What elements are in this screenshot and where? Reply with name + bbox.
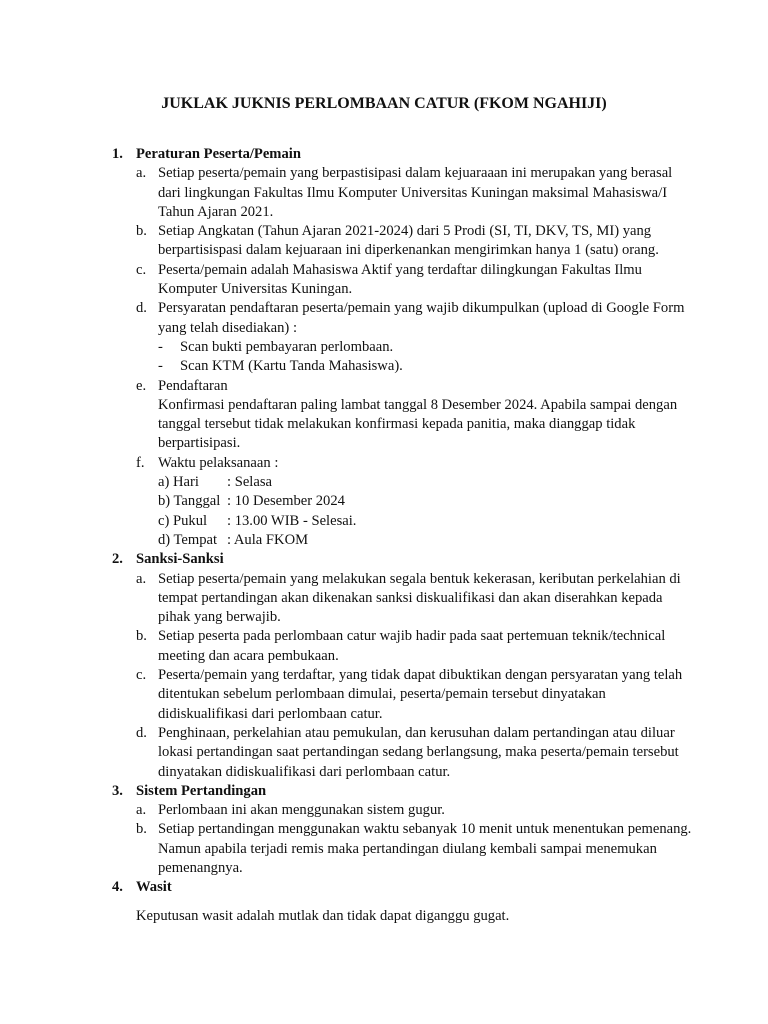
schedule-label: c) Pukul	[158, 512, 208, 529]
item-text: Perlombaan ini akan menggunakan sistem gugur.	[158, 802, 445, 819]
item-heading: Waktu pelaksanaan :	[158, 454, 279, 471]
schedule-row	[158, 512, 692, 531]
list-item	[136, 222, 692, 261]
sub-list-item	[158, 357, 692, 376]
dash-bullet: -	[158, 338, 163, 355]
section-text: Keputusan wasit adalah mutlak dan tidak dapat diganggu gugat.	[136, 907, 510, 924]
item-text: Setiap peserta/pemain yang berpastisipasi dalam kejuaraaan ini merupakan yang berasal dari lingkungan Fakultas Ilmu Komputer Universitas Kuningan maksimal Mahasiswa/I Tahun Ajaran 2021.	[158, 165, 673, 220]
list-item	[136, 820, 692, 878]
schedule-value: : Selasa	[227, 474, 272, 491]
sub-item-text: Scan bukti pembayaran perlombaan.	[180, 338, 394, 355]
list-item	[136, 724, 692, 782]
section-wasit	[112, 878, 692, 926]
schedule-value: : 10 Desember 2024	[227, 493, 345, 510]
section-title: Sanksi-Sanksi	[136, 551, 224, 568]
schedule-value: : 13.00 WIB - Selesai.	[227, 512, 357, 529]
item-letter: a.	[136, 165, 147, 182]
item-text: Peserta/pemain yang terdaftar, yang tidak dapat dibuktikan dengan persyaratan yang telah ditentukan sebelum perlombaan dimulai, peserta/pemain tersebut dinyatakan didiskualifikasi dari perlombaan catur.	[158, 667, 683, 722]
section-number: 3.	[112, 782, 123, 799]
item-letter: a.	[136, 802, 147, 819]
schedule-label: d) Tempat	[158, 531, 218, 548]
section-number: 4.	[112, 879, 123, 896]
schedule-row	[158, 473, 692, 492]
item-text: Setiap peserta pada perlombaan catur wajib hadir pada saat pertemuan teknik/technical meeting dan acara pembukaan.	[158, 628, 666, 664]
list-item	[136, 666, 692, 724]
item-text: Setiap pertandingan menggunakan waktu sebanyak 10 menit untuk menentukan pemenang. Namun apabila terjadi remis maka pertandingan diulang kembali sampai menemukan pemenangnya.	[158, 821, 692, 876]
item-letter: d.	[136, 724, 147, 741]
section-title: Wasit	[136, 879, 172, 896]
item-text: Konfirmasi pendaftaran paling lambat tanggal 8 Desember 2024. Apabila sampai dengan tanggal tersebut tidak melakukan konfirmasi kepada panitia, maka dianggap tidak berpartisipasi.	[158, 396, 678, 452]
list-item	[136, 164, 692, 222]
item-letter: e.	[136, 377, 147, 394]
item-letter: b.	[136, 628, 147, 645]
section-number: 2.	[112, 551, 123, 568]
list-item	[136, 627, 692, 666]
schedule-row	[158, 492, 692, 511]
sub-list-item	[158, 338, 692, 357]
list-item	[136, 570, 692, 628]
document-body	[112, 145, 692, 926]
item-letter: b.	[136, 223, 147, 240]
section-sistem-pertandingan	[112, 782, 692, 878]
section-number: 1.	[112, 146, 123, 162]
document-title: JUKLAK JUKNIS PERLOMBAAN CATUR (FKOM NGAHIJI)	[161, 95, 607, 112]
list-item	[136, 299, 692, 376]
list-item	[136, 454, 692, 550]
item-letter: c.	[136, 667, 147, 684]
list-item	[136, 261, 692, 300]
item-text: Persyaratan pendaftaran peserta/pemain yang wajib dikumpulkan (upload di Google Form yang telah disediakan) :	[158, 300, 685, 336]
list-item	[136, 377, 692, 454]
section-title: Peraturan Peserta/Pemain	[136, 146, 301, 162]
dash-bullet: -	[158, 358, 163, 375]
item-letter: a.	[136, 570, 147, 587]
item-letter: d.	[136, 300, 147, 317]
item-letter: f.	[136, 454, 145, 471]
section-title: Sistem Pertandingan	[136, 782, 267, 799]
schedule-value: : Aula FKOM	[227, 531, 309, 548]
item-text: Penghinaan, perkelahian atau pemukulan, dan kerusuhan dalam pertandingan atau diluar lokasi pertandingan saat pertandingan sedang berlangsung, maka peserta/pemain tersebut dinyatakan didiskualifikasi dari perlombaan catur.	[158, 724, 679, 780]
schedule-row	[158, 531, 692, 550]
item-letter: b.	[136, 821, 147, 838]
item-heading: Pendaftaran	[158, 377, 228, 394]
item-text: Setiap Angkatan (Tahun Ajaran 2021-2024) dari 5 Prodi (SI, TI, DKV, TS, MI) yang berpartisispasi dalam kejuaraan ini diperkenankan mengirimkan hanya 1 (satu) orang.	[158, 223, 659, 259]
section-peraturan	[112, 145, 692, 550]
list-item	[136, 801, 692, 820]
section-sanksi	[112, 550, 692, 782]
schedule-label: b) Tanggal	[158, 493, 221, 510]
schedule-label: a) Hari	[158, 474, 199, 491]
sub-item-text: Scan KTM (Kartu Tanda Mahasiswa).	[180, 358, 403, 375]
item-text: Setiap peserta/pemain yang melakukan segala bentuk kekerasan, keributan perkelahian di tempat pertandingan akan dikenakan sanksi diskualifikasi dan akan diserahkan kepada pihak yang berwajib.	[158, 570, 681, 626]
item-letter: c.	[136, 261, 147, 278]
item-text: Peserta/pemain adalah Mahasiswa Aktif yang terdaftar dilingkungan Fakultas Ilmu Komputer Universitas Kuningan.	[158, 261, 642, 298]
